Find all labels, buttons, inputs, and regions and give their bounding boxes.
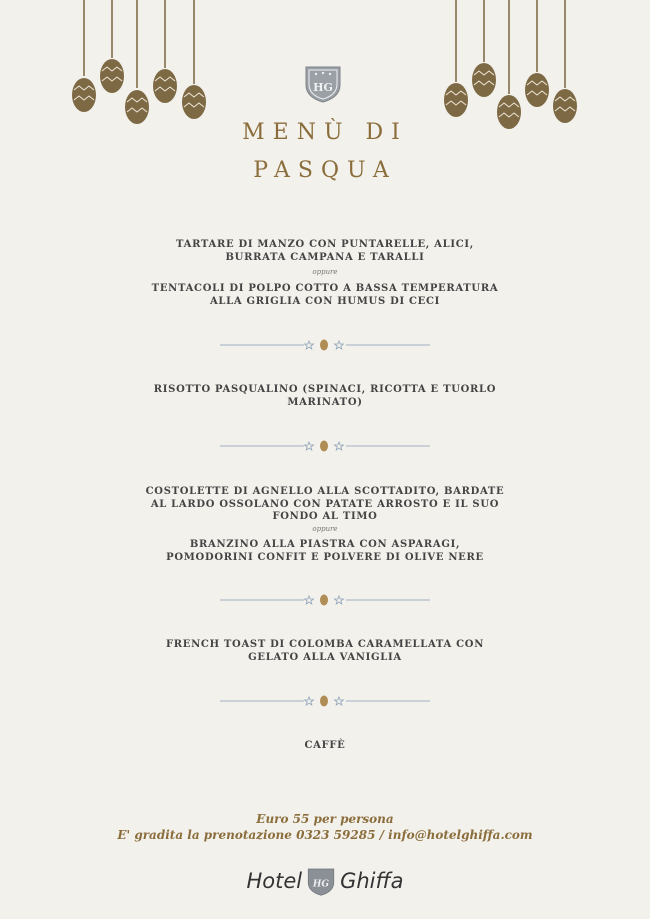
easter-egg-icon: [182, 85, 206, 119]
easter-egg-icon: [320, 696, 328, 707]
easter-egg-icon: [444, 83, 468, 117]
menu-title-line-1: MENÙ DI: [242, 120, 408, 145]
hotel-crest-icon: [303, 63, 343, 103]
dish-primo: RISOTTO PASQUALINO (SPINACI, RICOTTA E TUORLO MARINATO): [153, 384, 497, 408]
dish-dessert: FRENCH TOAST DI COLOMBA CARAMELLATA CON GELATO ALLA VANIGLIA: [165, 639, 485, 663]
ornament-divider: [220, 439, 430, 453]
dish-antipasto-1: TARTARE DI MANZO CON PUNTARELLE, ALICI, BURRATA CAMPANA E TARALLI: [176, 239, 474, 263]
ornament-divider: [220, 593, 430, 607]
hanging-eggs-left: [60, 0, 220, 130]
hotel-brand: [0, 864, 650, 898]
star-icon: [305, 341, 314, 349]
price-text: Euro 55 per persona: [256, 812, 394, 826]
oppure-label: oppure: [312, 268, 338, 276]
easter-egg-icon: [125, 90, 149, 124]
easter-egg-icon: [472, 63, 496, 97]
easter-egg-icon: [153, 69, 177, 103]
star-icon: [335, 341, 344, 349]
star-icon: [335, 442, 344, 450]
star-icon: [305, 596, 314, 604]
ornament-divider: [220, 338, 430, 352]
easter-egg-icon: [525, 73, 549, 107]
easter-egg-icon: [553, 89, 577, 123]
ornament-divider: [220, 694, 430, 708]
star-icon: [305, 697, 314, 705]
dish-antipasto-2: TENTACOLI DI POLPO COTTO A BASSA TEMPERATURA ALLA GRIGLIA CON HUMUS DI CECI: [151, 283, 499, 307]
brand-word-ghiffa: Ghiffa: [340, 869, 404, 893]
hanging-eggs-right: [432, 0, 592, 135]
hotel-crest-icon: [306, 866, 336, 896]
dish-secondo-2: BRANZINO ALLA PIASTRA CON ASPARAGI, POMODORINI CONFIT E POLVERE DI OLIVE NERE: [166, 539, 484, 563]
easter-egg-icon: [100, 59, 124, 93]
easter-egg-icon: [320, 595, 328, 606]
oppure-label: oppure: [312, 525, 338, 533]
dish-secondo-1: COSTOLETTE DI AGNELLO ALLA SCOTTADITO, BARDATE AL LARDO OSSOLANO CON PATATE ARROSTO E IL SUO FONDO AL TIMO: [145, 486, 505, 522]
menu-title-line-2: PASQUA: [253, 158, 397, 183]
star-icon: [305, 442, 314, 450]
easter-egg-icon: [320, 441, 328, 452]
booking-text: E' gradita la prenotazione 0323 59285 / info@hotelghiffa.com: [117, 828, 533, 842]
brand-word-hotel: Hotel: [246, 869, 303, 893]
star-icon: [335, 596, 344, 604]
svg-text:HG: HG: [312, 879, 330, 890]
easter-egg-icon: [72, 78, 96, 112]
star-icon: [335, 697, 344, 705]
dish-caffe: CAFFÈ: [304, 740, 346, 751]
easter-egg-icon: [320, 340, 328, 351]
svg-text:HG: HG: [313, 81, 333, 94]
